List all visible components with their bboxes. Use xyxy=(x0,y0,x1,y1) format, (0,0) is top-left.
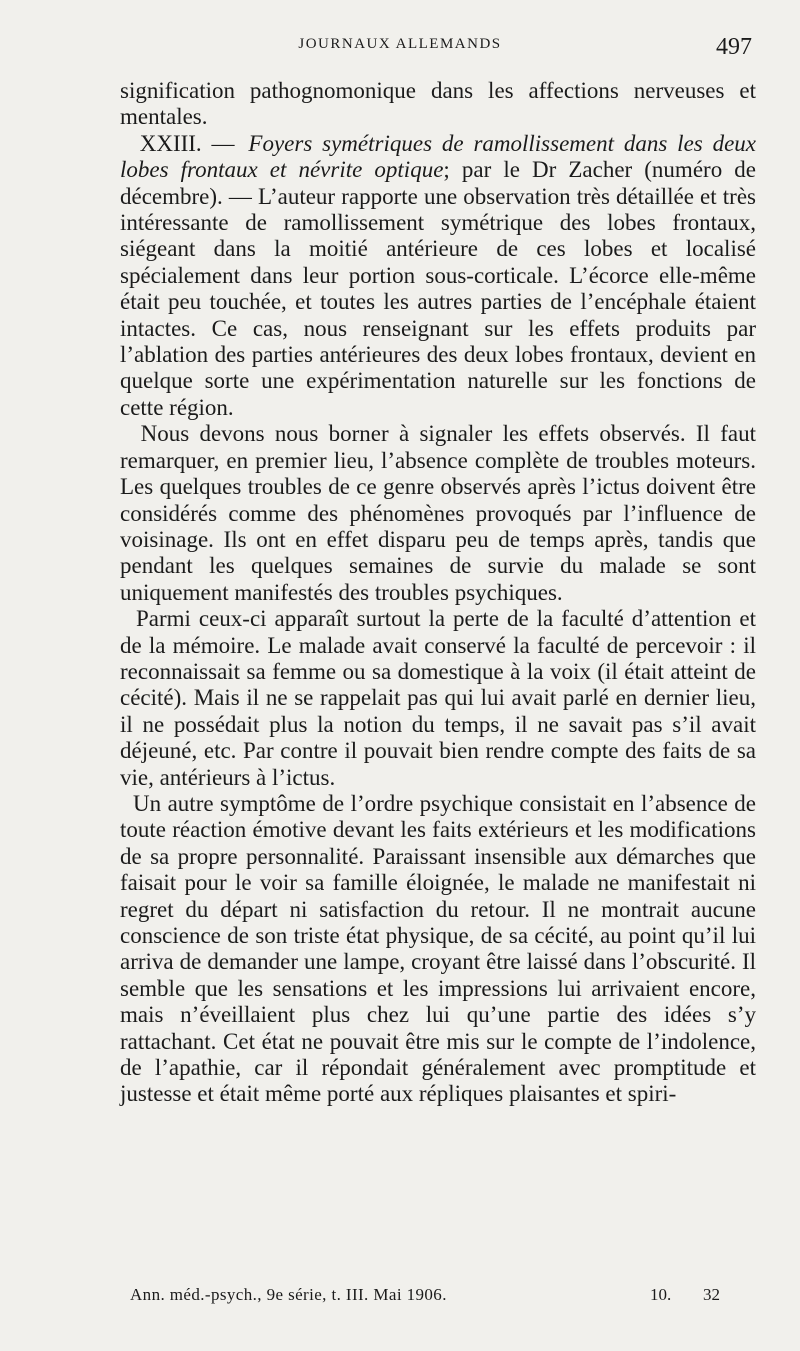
paragraph-text: Nous devons nous borner à signaler les effets observés. Il faut remarquer, en premier lieu, l’absence complète de troubles moteurs. Les quelques troubles de ce genre observés après l’ictus doivent être considérés comme des phénomènes provoqués par l’influence de voisinage. Ils ont en effet disparu peu de temps après, tandis que pendant les quelques semaines de survie du malade se sont uniquement manifestés des troubles psychiques. xyxy=(120,421,756,605)
running-head xyxy=(0,34,800,64)
footer-reference: Ann. méd.-psych., 9e série, t. III. Mai 1906. xyxy=(130,1285,447,1304)
running-title: JOURNAUX ALLEMANDS xyxy=(298,36,502,52)
body-text xyxy=(120,78,756,1108)
paragraph xyxy=(120,791,756,1108)
paragraph-text: Un autre symptôme de l’ordre psychique consistait en l’absence de toute réaction émotive devant les faits extérieurs et les modifications de sa propre personnalité. Paraissant insensible aux démarches que faisait pour le voir sa famille éloignée, le malade ne manifestait ni regret du départ ni satisfaction du retour. Il ne montrait aucune conscience de son triste état physique, de sa cécité, au point qu’il lui arriva de demander une lampe, croyant être laissé dans l’obscurité. Il semble que les sensations et les impressions lui arrivaient encore, mais n’éveillaient plus chez lui qu’une partie des idées s’y rattachant. Cet état ne pouvait être mis sur le compte de l’indolence, de l’apathie, car il répondait généralement avec promptitude et justesse et était même porté aux répliques plaisantes et spiri- xyxy=(120,790,757,1107)
page-footer xyxy=(0,1285,800,1315)
footer-signature: 10. xyxy=(650,1285,672,1304)
section-title: Foyers symétriques de ramollissement dans les deux lobes frontaux et névrite optique xyxy=(120,130,757,183)
footer-sheet-number: 32 xyxy=(703,1285,720,1304)
paragraph xyxy=(120,606,756,791)
paragraph xyxy=(120,421,756,606)
section-body: ; par le Dr Zacher (numéro de décembre). — L’auteur rapporte une observation très détaillée et très intéressante de ramollissement symétrique des lobes frontaux, siégeant dans la moitié antérieure de ces lobes et localisé spécialement dans leur portion sous-corticale. L’écorce elle-même était peu touchée, et toutes les autres parties de l’encéphale étaient intactes. Ce cas, nous renseignant sur les effets produits par l’ablation des parties antérieures des deux lobes frontaux, devient en quelque sorte une expérimentation naturelle sur les fonctions de cette région. xyxy=(120,157,756,420)
paragraph-continuation: signification pathognomonique dans les affections nerveuses et mentales. xyxy=(120,78,756,130)
section-paragraph xyxy=(120,131,756,421)
page-number: 497 xyxy=(716,34,752,60)
section-label: XXIII. — xyxy=(139,130,235,156)
paragraph-text: Parmi ceux-ci apparaît surtout la perte de la faculté d’attention et de la mémoire. Le malade avait conservé la faculté de percevoir : il reconnaissait sa femme ou sa domestique à la voix (il était atteint de cécité). Mais il ne se rappelait pas qui lui avait parlé en dernier lieu, il ne possédait plus la notion du temps, il ne savait pas s’il avait déjeuné, etc. Par contre il pouvait bien rendre compte des faits de sa vie, antérieurs à l’ictus. xyxy=(120,606,757,790)
